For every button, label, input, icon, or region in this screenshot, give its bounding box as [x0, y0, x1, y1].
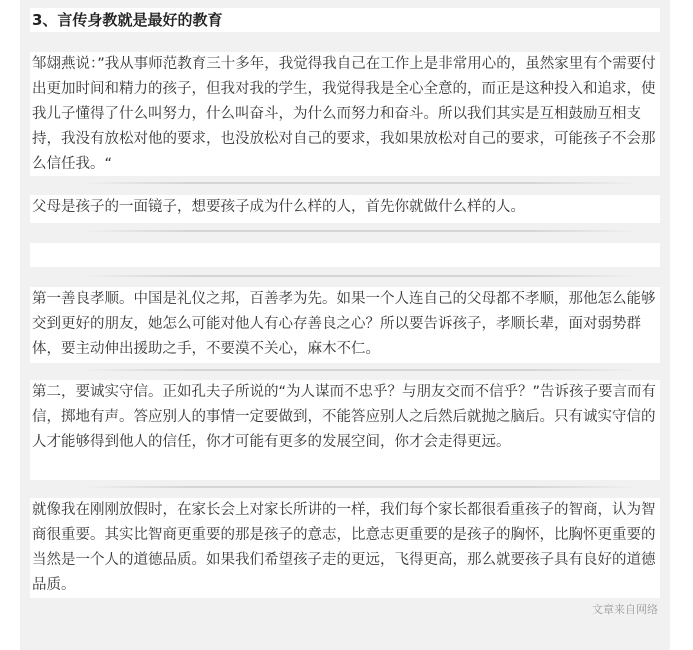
paragraph-mirror: 父母是孩子的一面镜子，想要孩子成为什么样的人，首先你就做什么样的人。	[30, 195, 660, 223]
paragraph-morality: 就像我在刚刚放假时，在家长会上对家长所讲的一样，我们每个家长都很看重孩子的智商，认为智商很重要。其实比智商更重要的那是孩子的意志，比意志更重要的是孩子的胸怀，比胸怀更重要的当然是一个人的道德品质。如果我们希望孩子走的更远，飞得更高，那么就要孩子具有良好的道德品质。	[30, 498, 660, 598]
paragraph-filial: 第一善良孝顺。中国是礼仪之邦，百善孝为先。如果一个人连自己的父母都不孝顺，那他怎么能够交到更好的朋友，她怎么可能对他人有心存善良之心？所以要告诉孩子，孝顺长辈，面对弱势群体，要主动伸出援助之手，不要漠不关心，麻木不仁。	[30, 287, 660, 363]
divider	[80, 369, 640, 371]
divider	[80, 230, 640, 232]
empty-block	[30, 243, 660, 267]
article-panel	[20, 0, 670, 650]
paragraph-quote: 邹翃燕说：”我从事师范教育三十多年，我觉得我自己在工作上是非常用心的，虽然家里有个需要付出更加时间和精力的孩子，但我对我的学生，我觉得我是全心全意的，而正是这种投入和追求，使我儿子懂得了什么叫努力，什么叫奋斗，为什么而努力和奋斗。所以我们其实是互相鼓励互相支持，我没有放松对他的要求，也没放松对自己的要求，我如果放松对自己的要求，可能孩子不会那么信任我。“	[30, 52, 660, 176]
paragraph-honesty: 第二，要诚实守信。正如孔夫子所说的“为人谋而不忠乎？与朋友交而不信乎？”告诉孩子要言而有信，掷地有声。答应别人的事情一定要做到，不能答应别人之后然后就抛之脑后。只有诚实守信的人才能够得到他人的信任，你才可能有更多的发展空间，你才会走得更远。	[30, 380, 660, 480]
source-note: 文章来自网络	[592, 603, 658, 616]
section-heading: 3、言传身教就是最好的教育	[30, 8, 660, 32]
divider	[80, 275, 640, 277]
divider	[80, 486, 640, 488]
divider	[80, 182, 640, 184]
